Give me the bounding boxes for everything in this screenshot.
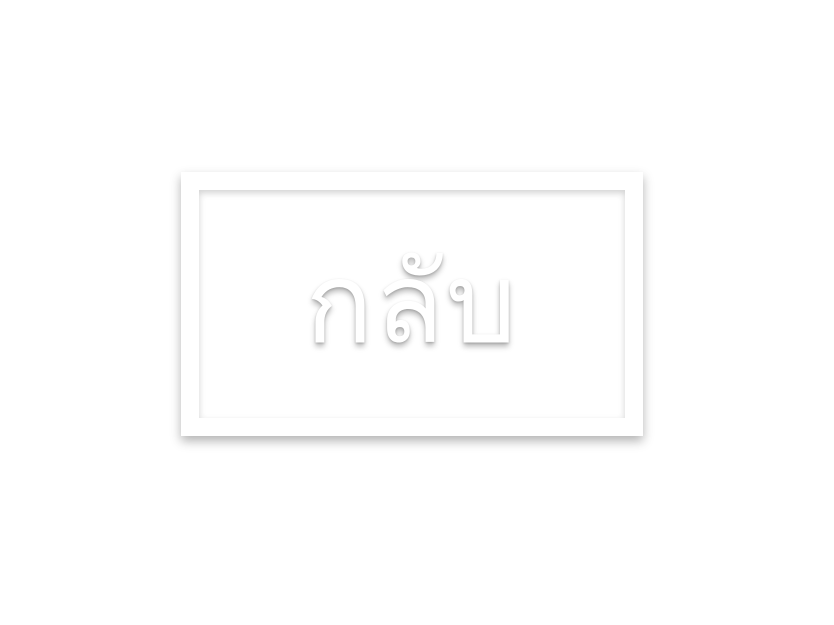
back-button[interactable] — [181, 172, 643, 436]
back-button-label: กลับ — [305, 239, 519, 369]
